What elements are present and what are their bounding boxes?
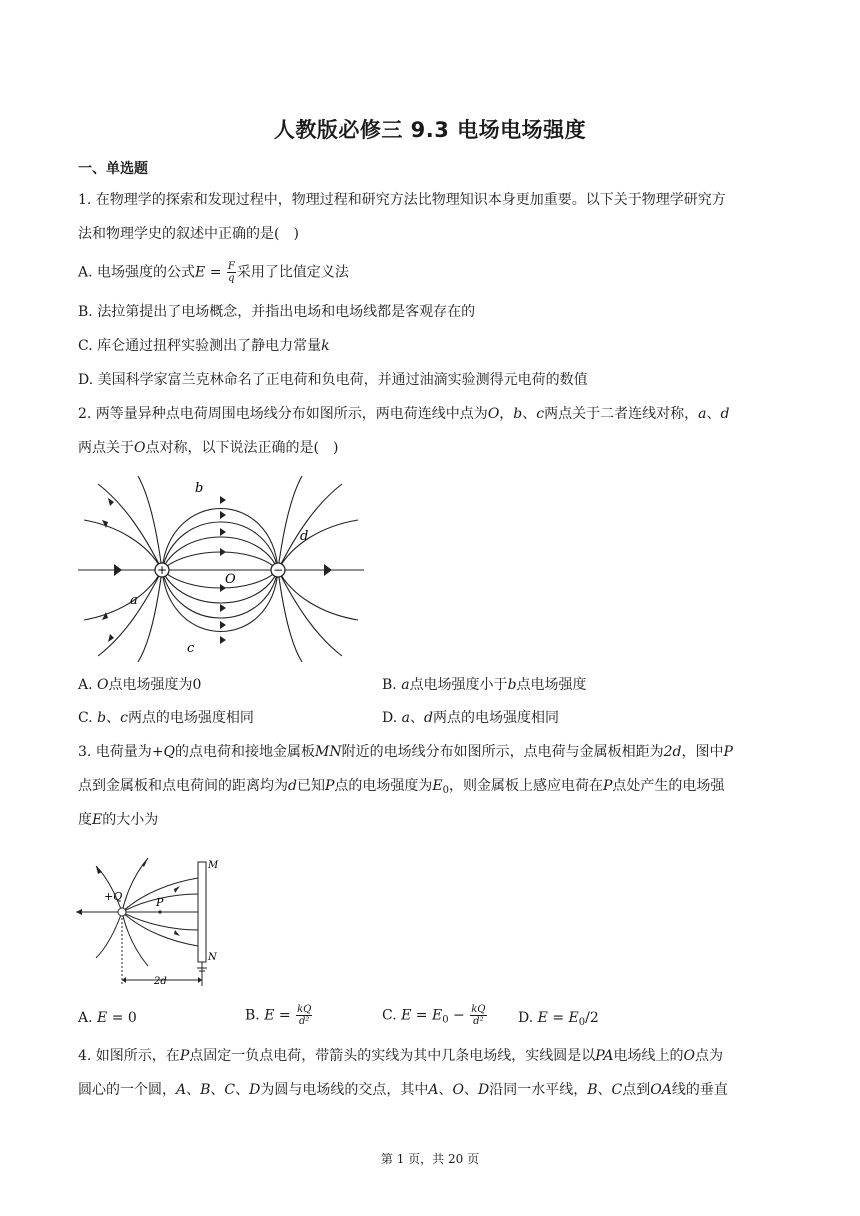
- plate-n-label: N: [208, 952, 217, 963]
- q2-option-c: C. b、c两点的电场强度相同: [78, 710, 254, 726]
- q1-stem-line1: 1. 在物理学的探索和发现过程中，物理过程和研究方法比物理知识本身更加重要。以下关于物理学研究方: [78, 192, 726, 208]
- q2-text-f: 两点关于: [78, 440, 134, 456]
- minus-charge-label: −: [273, 563, 284, 577]
- q2-b-post: 点电场强度: [516, 677, 587, 693]
- q2-option-b: B. a点电场强度小于b点电场强度: [382, 677, 587, 693]
- q2-c-post: 两点的电场强度相同: [127, 710, 254, 726]
- q4-text-h: 点到: [622, 1082, 651, 1098]
- q4-text-a: 4. 如图所示，在: [78, 1048, 180, 1064]
- q3-text-b: 的点电荷和接地金属板: [175, 744, 316, 760]
- charge-q-label: +Q: [104, 890, 123, 903]
- point-c-label: c: [187, 641, 195, 656]
- q3-option-d: D. $E = E_0/2$: [518, 1010, 599, 1028]
- q3-text-c: 附近的电场线分布如图所示，点电荷与金属板相距为: [341, 744, 664, 760]
- q3-text-j: 度: [78, 812, 92, 828]
- q2-stem-line2: 两点关于O点对称，以下说法正确的是( ): [78, 440, 339, 456]
- distance-label: 2d: [154, 976, 167, 987]
- q4-text-e: 圆心的一个圆，: [78, 1082, 176, 1098]
- q3-c-label: C.: [382, 1007, 402, 1024]
- q4-text-b: 点固定一负点电荷，带箭头的实线为其中几条电场线，实线圆是以: [189, 1048, 596, 1064]
- q2-d-post: 两点的电场强度相同: [432, 710, 559, 726]
- q3-option-b: B. E = $\frac{kQ}{\text{d²}}$: [245, 1004, 312, 1027]
- q1-option-d: D. 美国科学家富兰克林命名了正电荷和负电荷，并通过油滴实验测得元电荷的数值: [78, 372, 588, 388]
- q3-text-a: 3. 电荷量为: [78, 744, 152, 760]
- q2-c-mid: 、: [106, 710, 121, 726]
- q4-text-g: 沿同一水平线，: [489, 1082, 588, 1098]
- q3-option-a: A. E = 0: [78, 1010, 137, 1026]
- q1-option-c: [78, 336, 330, 356]
- q2-b-mid: 点电场强度小于: [409, 677, 508, 693]
- page-footer: 第 1 页，共 20 页: [380, 1152, 480, 1166]
- page-title: 人教版必修三 9.3 电场电场强度: [273, 118, 587, 142]
- q2-text-e: 、: [706, 406, 721, 422]
- q2-option-d: D. a、d两点的电场强度相同: [382, 710, 559, 726]
- q3-d-label: D.: [518, 1010, 538, 1026]
- q4-stem-line2: 圆心的一个圆，A、B、C、D为圆与电场线的交点，其中A、O、D沿同一水平线，B、C点到OA线的垂直: [78, 1082, 728, 1098]
- q2-b-pre: B.: [382, 677, 402, 693]
- q3-option-c: C. $E = E_0$ − $\frac{kQ}{\text{d²}}$: [382, 1004, 486, 1027]
- q2-text-b: ，: [499, 406, 514, 422]
- q4-text-c: 电场线上的: [613, 1048, 684, 1064]
- q3-charge-plate-figure: [74, 856, 224, 990]
- q3-text-i: 点处产生的电场强: [612, 778, 725, 794]
- point-o-label: O: [225, 572, 236, 587]
- fraction-f-over-q: $\frac{F}{q}$: [227, 261, 235, 284]
- section-heading: 一、单选题: [78, 161, 148, 177]
- q2-dipole-field-figure: [78, 474, 364, 662]
- q1-option-a-pre: A. 电场强度的公式: [78, 264, 196, 281]
- q2-a-post: 点电场强度为0: [108, 677, 202, 693]
- q2-text-g: 点对称，以下说法正确的是( ): [145, 440, 339, 456]
- q1-option-c-text: C. 库仑通过扭秤实验测出了静电力常量: [78, 338, 322, 354]
- point-a-label: a: [130, 593, 138, 608]
- q1-option-b: B. 法拉第提出了电场概念，并指出电场和电场线都是客观存在的: [78, 304, 476, 320]
- q4-text-i: 线的垂直: [671, 1082, 728, 1098]
- plus-charge-label: +: [157, 563, 168, 577]
- q3-stem-line2: 点到金属板和点电荷间的距离均为d已知P点的电场强度为$E_0$，则金属板上感应电荷在P点处产生的电场强: [78, 778, 725, 796]
- point-b-label: b: [195, 481, 204, 496]
- q3-stem-line3: 度E的大小为: [78, 812, 159, 828]
- q2-text-a: 2. 两等量异种点电荷周围电场线分布如图所示，两电荷连线中点为: [78, 406, 488, 422]
- q1-option-a-post: 采用了比值定义法: [236, 264, 349, 281]
- q3-text-h: ，则金属板上感应电荷在: [449, 778, 603, 794]
- formula-e: E: [195, 264, 206, 281]
- q3-text-d: ，图中: [681, 744, 724, 760]
- q4-stem-line1: 4. 如图所示，在P点固定一负点电荷，带箭头的实线为其中几条电场线，实线圆是以PA电场线上的O点为: [78, 1048, 723, 1064]
- q4-text-f: 为圆与电场线的交点，其中: [260, 1082, 429, 1098]
- q2-d-pre: D.: [382, 710, 402, 726]
- q3-text-e: 点到金属板和点电荷间的距离均为: [78, 778, 288, 794]
- q2-text-c: 、: [522, 406, 537, 422]
- q2-d-mid: 、: [410, 710, 424, 726]
- q3-text-f: 已知: [296, 778, 325, 794]
- q3-b-label: B.: [245, 1007, 265, 1024]
- q3-a-label: A.: [78, 1010, 98, 1026]
- q2-option-a: A. O点电场强度为0: [78, 677, 202, 693]
- q1-stem-line2: 法和物理学史的叙述中正确的是( ): [78, 226, 299, 242]
- q2-stem-line1: 2. 两等量异种点电荷周围电场线分布如图所示，两电荷连线中点为O，b、c两点关于二者连线对称，a、d: [78, 406, 730, 422]
- q3-text-k: 的大小为: [102, 812, 159, 828]
- point-p-label: P: [156, 896, 164, 909]
- point-d-label: d: [300, 529, 309, 544]
- q2-text-d: 两点关于二者连线对称，: [544, 406, 699, 422]
- q4-text-d: 点为: [694, 1048, 723, 1064]
- q3-text-g: 点的电场强度为: [334, 778, 433, 794]
- q3-stem-line1: 3. 电荷量为+Q的点电荷和接地金属板MN附近的电场线分布如图所示，点电荷与金属板相距为2d，图中P: [78, 744, 733, 760]
- plate-m-label: M: [208, 860, 219, 871]
- q1-option-a: A. 电场强度的公式E = $\frac{F}{q}$ 采用了比值定义法: [78, 261, 349, 284]
- q1-option-c-var: k: [321, 338, 330, 354]
- q2-a-pre: A.: [78, 677, 98, 693]
